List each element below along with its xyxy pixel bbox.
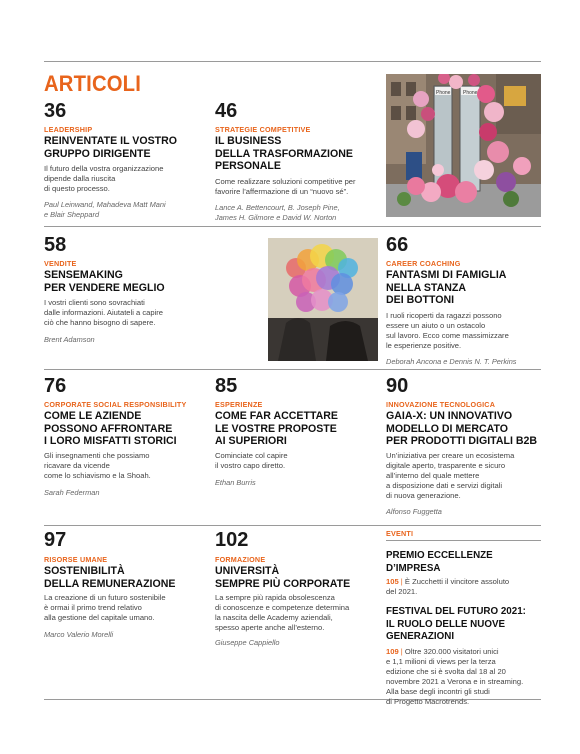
festival-text-line: edizione che si è svolta dal 18 al 20: [386, 666, 506, 676]
title-line: MODELLO DI MERCATO: [386, 422, 509, 435]
events-section: [386, 529, 546, 707]
category: CAREER COACHING: [386, 259, 461, 268]
title-line: SOSTENIBILITÀ: [44, 565, 125, 577]
page-number: 76: [44, 375, 67, 397]
page-number: 85: [215, 375, 238, 397]
author-line: Paul Leinwand, Mahadeva Matt Mani: [44, 200, 166, 209]
author-line: Alfonso Fuggetta: [386, 506, 442, 516]
phone-booth-illustration: [386, 74, 541, 217]
article-90[interactable]: [386, 376, 546, 517]
festival-text-line: [386, 647, 546, 657]
premio-text-line: [386, 577, 546, 587]
title-line: PERSONALE: [215, 160, 281, 172]
desc-line: di conoscenze e competenze determina: [215, 603, 350, 612]
festival-title: IL RUOLO DELLE NUOVE: [386, 618, 506, 630]
desc-line: ricavare da vicende: [44, 460, 110, 470]
category: FORMAZIONE: [215, 555, 266, 564]
desc-line: dipende dalla riuscita: [44, 174, 116, 183]
title-line: LE VOSTRE PROPOSTE: [215, 422, 337, 435]
section-title: ARTICOLI: [44, 71, 142, 96]
separator: |: [400, 577, 403, 586]
article-36[interactable]: [44, 101, 204, 220]
row1-rule: [44, 226, 541, 227]
title-line: COME LE AZIENDE: [44, 410, 142, 422]
events-label: EVENTI: [386, 529, 414, 538]
premio-page: 105: [386, 577, 399, 586]
festival-text-line: e 1,1 milioni di views per la terza: [386, 656, 496, 666]
desc-line: La sempre più rapida obsolescenza: [215, 593, 335, 602]
desc-line: Come realizzare soluzioni competitive per: [215, 176, 356, 186]
author-line: Brent Adamson: [44, 335, 95, 344]
title-line: NELLA STANZA: [386, 281, 467, 294]
desc-line: essere un aiuto o un ostacolo: [386, 320, 486, 330]
desc-line: all’interno del quale mettere: [386, 470, 480, 480]
author-line: Sarah Federman: [44, 487, 100, 497]
category: CORPORATE SOCIAL RESPONSIBILITY: [44, 400, 187, 409]
phone-sign: Phone: [436, 90, 451, 96]
desc-line: la nascita delle Academy aziendali,: [215, 613, 333, 622]
page-number: 58: [44, 234, 67, 256]
desc-line: Il futuro della vostra organizzazione: [44, 164, 164, 173]
festival-page: 109: [386, 646, 399, 656]
desc-line: come lo schiavismo e la Shoah.: [44, 470, 151, 480]
title-line: REINVENTATE IL VOSTRO: [44, 135, 178, 147]
article-58[interactable]: [44, 235, 254, 345]
category: INNOVAZIONE TECNOLOGICA: [386, 400, 496, 409]
author-line: Marco Valerio Morelli: [44, 630, 114, 639]
desc-line: sul lavoro. Ecco come massimizzare: [386, 330, 509, 340]
page-number: 66: [386, 234, 409, 256]
page-number: 36: [44, 100, 67, 122]
top-rule: [44, 61, 541, 62]
category: VENDITE: [44, 259, 77, 268]
title-line: SENSEMAKING: [44, 269, 123, 281]
title-line: POSSONO AFFRONTARE: [44, 422, 173, 435]
desc-line: spesso aperte anche all’esterno.: [215, 623, 325, 632]
festival-text: Oltre 320.000 visitatori unici: [404, 646, 499, 656]
premio-text: È Zucchetti il vincitore assoluto: [404, 577, 510, 586]
desc-line: Cominciate col capire: [215, 450, 288, 460]
desc-line: di nuova generazione.: [386, 490, 461, 500]
title-line: DEI BOTTONI: [386, 294, 455, 306]
desc-line: dalle informazioni. Aiutateli a capire: [44, 308, 164, 317]
author-line: Deborah Ancona e Dennis N. T. Perkins: [386, 356, 517, 366]
article-102[interactable]: [215, 530, 380, 648]
article-76[interactable]: [44, 376, 209, 498]
article-97[interactable]: [44, 530, 209, 640]
collage-illustration: [268, 238, 378, 361]
author-line: Giuseppe Cappiello: [215, 638, 280, 647]
title-line: GRUPPO DIRIGENTE: [44, 147, 151, 160]
title-line: IL BUSINESS: [215, 135, 282, 147]
page-number: 102: [215, 529, 249, 551]
title-line: GAIA-X: UN INNOVATIVO: [386, 410, 513, 422]
desc-line: il vostro capo diretto.: [215, 460, 286, 470]
festival-event[interactable]: [386, 606, 546, 707]
title-line: AI SUPERIORI: [215, 435, 287, 447]
author-line: e Blair Sheppard: [44, 210, 100, 219]
premio-event[interactable]: [386, 550, 546, 597]
title-line: DELLA REMUNERAZIONE: [44, 577, 176, 590]
title-line: FANTASMI DI FAMIGLIA: [386, 269, 507, 281]
desc-line: di questo processo.: [44, 184, 110, 193]
article-66[interactable]: [386, 235, 546, 367]
desc-line: favorire l’affermazione di un “nuovo sé”.: [215, 186, 349, 196]
separator: |: [400, 646, 403, 656]
desc-line: alla gestione del capitale umano.: [44, 613, 155, 622]
desc-line: La creazione di un futuro sostenibile: [44, 593, 166, 602]
title-line: PER VENDERE MEGLIO: [44, 281, 165, 294]
festival-title: GENERAZIONI: [386, 631, 455, 642]
article-46[interactable]: [215, 101, 380, 223]
category: STRATEGIE COMPETITIVE: [215, 125, 311, 134]
desc-line: le esperienze positive.: [386, 340, 462, 350]
page-number: 97: [44, 529, 67, 551]
title-line: I LORO MISFATTI STORICI: [44, 435, 177, 447]
row3-rule: [44, 525, 541, 526]
page-number: 46: [215, 100, 238, 122]
desc-line: a disposizione dati e servizi digitali: [386, 480, 503, 490]
festival-title: FESTIVAL DEL FUTURO 2021:: [386, 606, 526, 617]
festival-text-line: Alla base degli incontri gli studi: [386, 686, 490, 696]
author-line: Ethan Burris: [215, 477, 256, 487]
title-line: PER PRODOTTI DIGITALI B2B: [386, 435, 538, 447]
author-line: James H. Gilmore e David W. Norton: [215, 212, 337, 222]
category: LEADERSHIP: [44, 125, 93, 134]
category: ESPERIENZE: [215, 400, 263, 409]
desc-line: digitale aperto, trasparente e sicuro: [386, 460, 506, 470]
title-line: SEMPRE PIÙ CORPORATE: [215, 577, 351, 590]
desc-line: ciò che hanno bisogno di sapere.: [44, 318, 156, 327]
festival-text-line: novembre 2021 a Verona e in streaming.: [386, 676, 524, 686]
desc-line: Gli insegnamenti che possiamo: [44, 450, 150, 460]
category: RISORSE UMANE: [44, 555, 108, 564]
premio-text-line: del 2021.: [386, 587, 418, 596]
desc-line: è ormai il primo trend relativo: [44, 603, 142, 612]
phone-sign: Phone: [463, 90, 478, 96]
author-line: Lance A. Bettencourt, B. Joseph Pine,: [215, 202, 340, 212]
row2-rule: [44, 369, 541, 370]
phone-booth-photo: [386, 74, 541, 217]
desc-line: Un’iniziativa per creare un ecosistema: [386, 450, 515, 460]
page-number: 90: [386, 375, 409, 397]
desc-line: I vostri clienti sono sovrachiati: [44, 298, 145, 307]
article-85[interactable]: [215, 376, 380, 488]
desc-line: I ruoli ricoperti da ragazzi possono: [386, 310, 502, 320]
festival-text-line: di Progetto Macrotrends.: [386, 696, 470, 706]
title-line: UNIVERSITÀ: [215, 565, 280, 577]
collage-artwork: [268, 238, 378, 361]
title-line: DELLA TRASFORMAZIONE: [215, 147, 353, 160]
title-line: COME FAR ACCETTARE: [215, 410, 339, 422]
premio-title: PREMIO ECCELLENZE D’IMPRESA: [386, 550, 493, 574]
